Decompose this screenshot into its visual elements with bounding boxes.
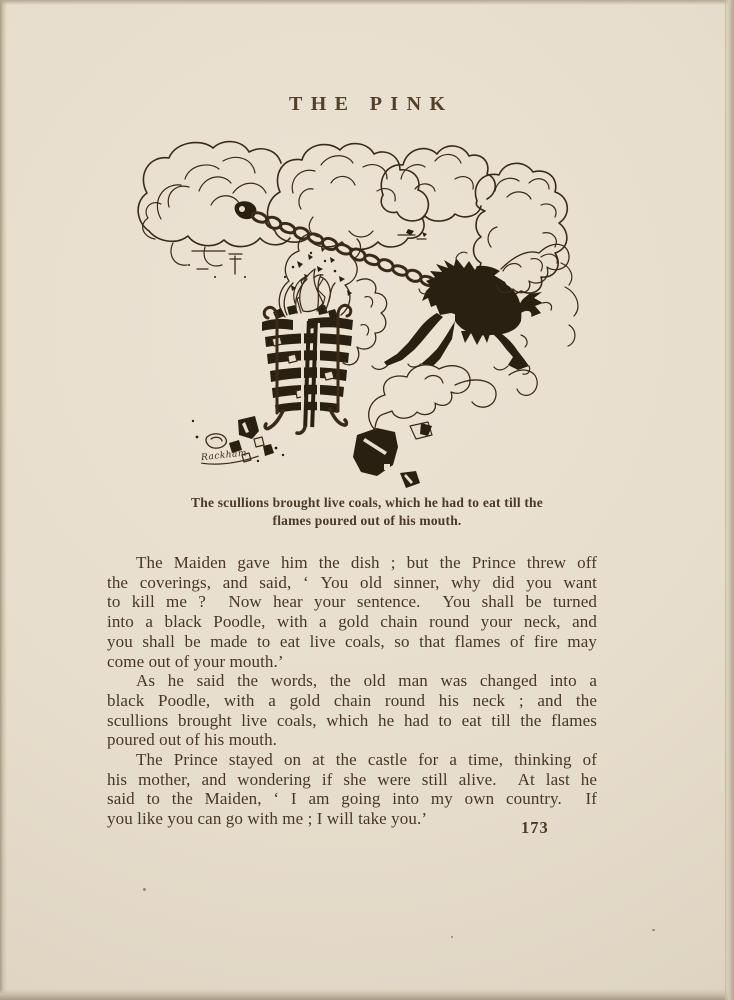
- body-line: you shall be made to eat live coals, so that flames of fire may: [107, 631, 597, 651]
- coal-smoke: [369, 365, 538, 430]
- page-edge-left: [0, 0, 7, 1000]
- body-line: the coverings, and said, ‘ You old sinner, why did you want: [107, 572, 597, 592]
- body-line: you like you can go with me ; I will take you.’: [107, 809, 428, 829]
- caption-line: flames poured out of his mouth.: [272, 512, 462, 528]
- body-line: his mother, and wondering if she were still alive. At last he: [107, 769, 597, 789]
- body-line: to kill me ? Now hear your sentence. You shall be turned: [107, 592, 597, 612]
- chain: [235, 201, 441, 288]
- page-title: THE PINK: [288, 93, 454, 115]
- page-edge-top: [0, 0, 734, 5]
- coal-lump: [353, 422, 432, 488]
- body-line: said to the Maiden, ‘ I am going into my own country. If: [107, 789, 597, 809]
- page-edge-bottom: [0, 989, 734, 1000]
- paper-speck: [451, 936, 453, 938]
- body-line: The Prince stayed on at the castle for a time, thinking of: [136, 750, 597, 770]
- body-line: into a black Poodle, with a gold chain round your neck, and: [107, 612, 597, 632]
- body-line: poured out of his mouth.: [107, 730, 278, 750]
- body-line: scullions brought live coals, which he had to eat till the flames: [107, 710, 597, 730]
- illustration-caption: [0, 494, 734, 529]
- paper-speck: [652, 929, 655, 931]
- paper-speck: [143, 888, 146, 891]
- body-line: The Maiden gave him the dish ; but the Prince threw off: [136, 553, 597, 572]
- ledge-marks: [188, 251, 246, 278]
- body-line: black Poodle, with a gold chain round his neck ; and the: [107, 690, 597, 710]
- fire-basket: [262, 252, 353, 433]
- body-line: come out of your mouth.’: [107, 651, 284, 671]
- page-edge-line: [725, 0, 726, 1000]
- page-number: 173: [521, 818, 549, 837]
- caption-line: The scullions brought live coals, which he had to eat till the: [191, 495, 543, 510]
- body-line: As he said the words, the old man was changed into a: [136, 671, 597, 691]
- body-text: [107, 553, 597, 829]
- illustration: [125, 135, 585, 490]
- poodle-silhouette: [372, 252, 552, 374]
- svg-text:Rackham: Rackham: [200, 448, 248, 464]
